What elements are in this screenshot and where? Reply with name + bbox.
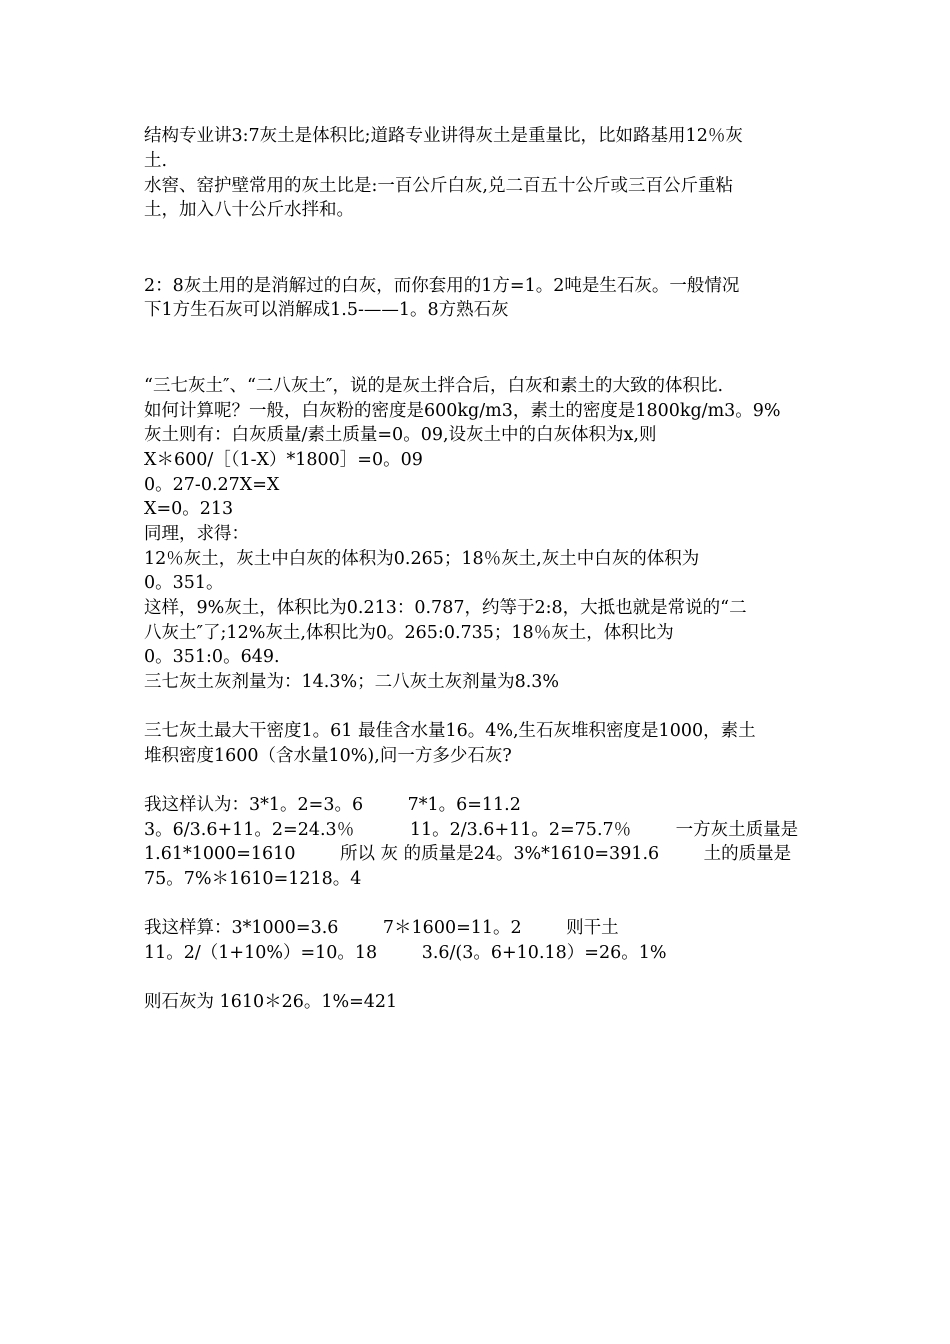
text-line: 八灰土″了;12%灰土,体积比为0。265:0.735；18％灰土，体积比为 <box>144 623 674 643</box>
text-line: 水窖、窑护壁常用的灰土比是:一百公斤白灰,兑二百五十公斤或三百公斤重粘 <box>144 176 733 196</box>
text-line: 三七灰土最大干密度1。61 最佳含水量16。4%,生石灰堆积密度是1000，素土 <box>144 721 756 741</box>
text-line: 土. <box>144 151 168 171</box>
text-line: 0。351。 <box>144 573 224 593</box>
text-line: 则石灰为 1610＊26。1%=421 <box>144 992 398 1012</box>
text-line: “三七灰土″、“二八灰土″，说的是灰土拌合后，白灰和素土的大致的体积比. <box>144 376 724 396</box>
text-line: 2：8灰土用的是消解过的白灰，而你套用的1方=1。2吨是生石灰。一般情况 <box>144 276 740 296</box>
text-line: 0。27-0.27X=X <box>144 475 280 495</box>
text-line: 我这样算：3*1000=3.6 7＊1600=11。2 则干土 <box>144 918 619 938</box>
text-line: 11。2/（1+10%）=10。18 3.6/(3。6+10.18）=26。1% <box>144 943 667 963</box>
text-line: 同理，求得： <box>144 524 249 544</box>
text-line: 结构专业讲3:7灰土是体积比;道路专业讲得灰土是重量比，比如路基用12％灰 <box>144 126 743 146</box>
text-line: X=0。213 <box>144 499 234 519</box>
text-line: 这样，9%灰土，体积比为0.213：0.787，约等于2:8，大抵也就是常说的“二 <box>144 598 747 618</box>
text-line: 如何计算呢？一般，白灰粉的密度是600kg/m3，素土的密度是1800kg/m3。9% <box>144 401 781 421</box>
text-line: 堆积密度1600（含水量10%),问一方多少石灰? <box>144 746 512 766</box>
text-line: 土，加入八十公斤水拌和。 <box>144 200 354 220</box>
text-line: X＊600/［（1-X）*1800］=0。09 <box>144 450 423 470</box>
text-line: 12％灰土，灰土中白灰的体积为0.265；18％灰土,灰土中白灰的体积为 <box>144 549 700 569</box>
text-line: 下1方生石灰可以消解成1.5-——1。8方熟石灰 <box>144 300 509 320</box>
text-line: 75。7%＊1610=1218。4 <box>144 869 362 889</box>
text-line: 三七灰土灰剂量为：14.3%；二八灰土灰剂量为8.3% <box>144 672 560 692</box>
text-line: 灰土则有：白灰质量/素土质量=0。09,设灰土中的白灰体积为x,则 <box>144 425 657 445</box>
text-line: 0。351:0。649. <box>144 647 280 667</box>
text-line: 3。6/3.6+11。2=24.3％ 11。2/3.6+11。2=75.7％ 一方灰土质量是 <box>144 820 799 840</box>
text-line: 1.61*1000=1610 所以 灰 的质量是24。3%*1610=391.6 土的质量是 <box>144 844 792 864</box>
text-line: 我这样认为：3*1。2=3。6 7*1。6=11.2 <box>144 795 521 815</box>
